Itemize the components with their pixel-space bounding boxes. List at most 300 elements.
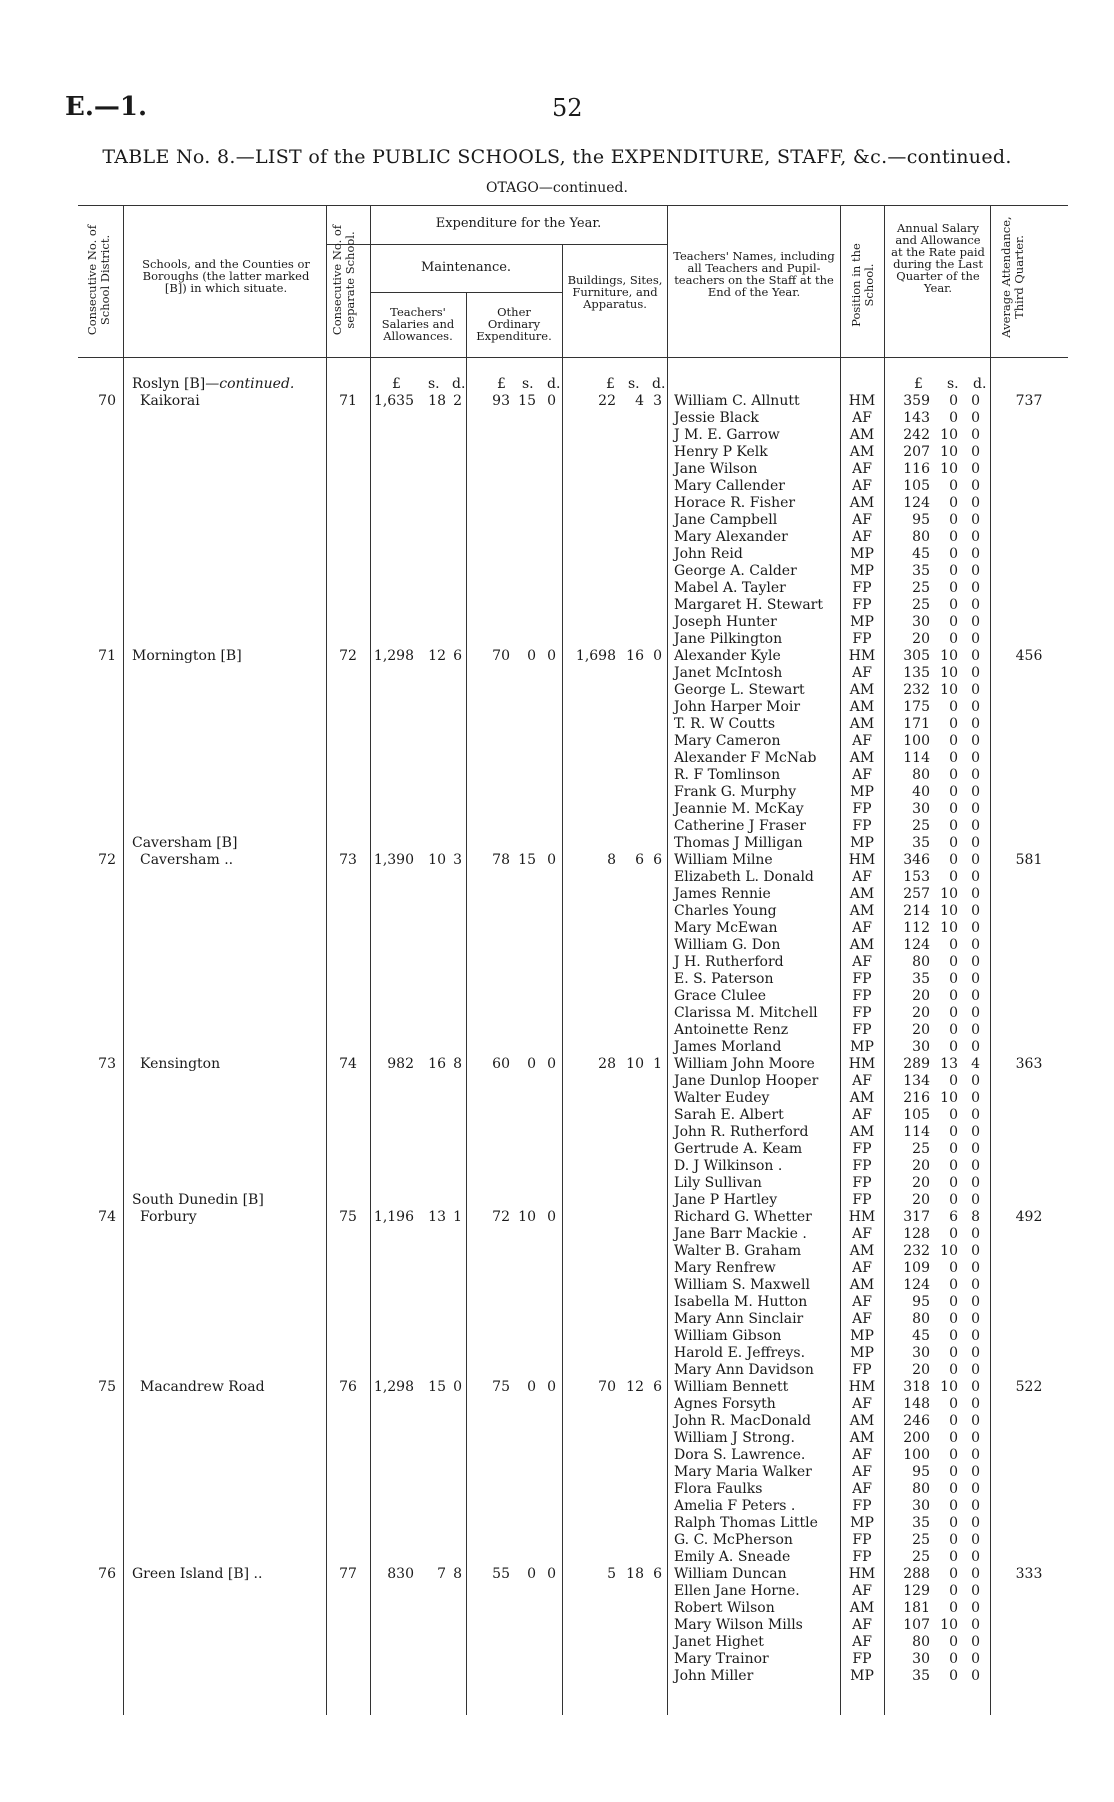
annual-salary-shillings: 0 xyxy=(949,971,958,987)
teacher-name: Ellen Jane Horne. xyxy=(674,1583,800,1599)
teacher-name: Mary McEwan xyxy=(674,920,778,936)
annual-salary-pence: 8 xyxy=(971,1209,980,1225)
teacher-position: AF xyxy=(852,1073,872,1089)
teacher-name: Alexander Kyle xyxy=(674,648,781,664)
annual-salary-pence: 0 xyxy=(971,903,980,919)
annual-salary-pence: 0 xyxy=(971,1311,980,1327)
annual-salary-shillings: 13 xyxy=(940,1056,958,1072)
teacher-name: Jane Barr Mackie . xyxy=(674,1226,807,1242)
annual-salary-shillings: 0 xyxy=(949,1294,958,1310)
teacher-position: AM xyxy=(849,682,875,698)
annual-salary-shillings: 0 xyxy=(949,1175,958,1191)
other-pence: 0 xyxy=(547,1056,556,1072)
teacher-position: MP xyxy=(850,1668,874,1684)
annual-salary-pence: 0 xyxy=(971,495,980,511)
annual-salary-pence: 0 xyxy=(971,478,980,494)
buildings-pounds: 70 xyxy=(598,1379,616,1395)
annual-salary-shillings: 0 xyxy=(949,529,958,545)
teacher-name: William Duncan xyxy=(674,1566,787,1582)
annual-salary-pounds: 359 xyxy=(903,393,930,409)
annual-salary-pence: 0 xyxy=(971,1294,980,1310)
teacher-name: William J Strong. xyxy=(674,1430,795,1446)
buildings-pence: 6 xyxy=(653,852,662,868)
annual-salary-pounds: 246 xyxy=(903,1413,930,1429)
annual-salary-pounds: 112 xyxy=(903,920,930,936)
teacher-position: MP xyxy=(850,835,874,851)
average-attendance: 333 xyxy=(1015,1566,1043,1582)
annual-salary-pounds: 20 xyxy=(912,631,930,647)
teacher-name: John Reid xyxy=(674,546,743,562)
annual-salary-shillings: 0 xyxy=(949,733,958,749)
teacher-name: Antoinette Renz xyxy=(674,1022,789,1038)
annual-salary-pence: 0 xyxy=(971,1158,980,1174)
annual-salary-pence: 0 xyxy=(971,1464,980,1480)
salaries-shillings: 7 xyxy=(437,1566,446,1582)
annual-salary-pence: 0 xyxy=(971,733,980,749)
annual-salary-pounds: 35 xyxy=(912,563,930,579)
teacher-position: AF xyxy=(852,478,872,494)
teacher-name: Horace R. Fisher xyxy=(674,495,796,511)
teacher-name: T. R. W Coutts xyxy=(674,716,776,732)
annual-salary-pounds: 20 xyxy=(912,1192,930,1208)
annual-salary-pounds: 171 xyxy=(903,716,930,732)
buildings-pounds: 5 xyxy=(607,1566,616,1582)
buildings-pence: 6 xyxy=(653,1379,662,1395)
annual-salary-shillings: 0 xyxy=(949,410,958,426)
annual-salary-pence: 0 xyxy=(971,1481,980,1497)
annual-salary-pounds: 35 xyxy=(912,1668,930,1684)
annual-salary-shillings: 0 xyxy=(949,835,958,851)
salaries-pence: 0 xyxy=(453,1379,462,1395)
teacher-position: AF xyxy=(852,1396,872,1412)
district-number: 72 xyxy=(98,852,116,868)
annual-salary-pounds: 109 xyxy=(903,1260,930,1276)
annual-salary-pounds: 80 xyxy=(912,529,930,545)
salaries-pounds: 1,298 xyxy=(373,1379,414,1395)
annual-salary-shillings: 0 xyxy=(949,750,958,766)
annual-salary-pounds: 105 xyxy=(903,1107,930,1123)
annual-salary-pence: 0 xyxy=(971,1583,980,1599)
annual-salary-pounds: 35 xyxy=(912,971,930,987)
annual-salary-pence: 0 xyxy=(971,1226,980,1242)
teacher-name: Janet McIntosh xyxy=(674,665,783,681)
annual-salary-pence: 0 xyxy=(971,614,980,630)
district-number: 75 xyxy=(98,1379,116,1395)
annual-salary-pounds: 114 xyxy=(903,1124,930,1140)
salaries-pounds: 830 xyxy=(387,1566,414,1582)
annual-salary-pence: 0 xyxy=(971,1566,980,1582)
teacher-position: FP xyxy=(852,1532,872,1548)
annual-salary-pounds: 35 xyxy=(912,835,930,851)
salaries-pence: 8 xyxy=(453,1566,462,1582)
annual-salary-pence: 0 xyxy=(971,869,980,885)
annual-salary-pounds: 100 xyxy=(903,733,930,749)
average-attendance: 737 xyxy=(1015,393,1043,409)
annual-salary-pence: 0 xyxy=(971,1141,980,1157)
annual-salary-shillings: 10 xyxy=(940,1617,958,1633)
salaries-pounds: 982 xyxy=(387,1056,414,1072)
salaries-shillings: 16 xyxy=(428,1056,446,1072)
annual-salary-pounds: 25 xyxy=(912,1532,930,1548)
annual-salary-pence: 0 xyxy=(971,886,980,902)
annual-salary-shillings: 0 xyxy=(949,393,958,409)
district-number: 70 xyxy=(98,393,116,409)
buildings-shillings: 16 xyxy=(626,648,644,664)
other-pence: 0 xyxy=(547,852,556,868)
annual-salary-shillings: 0 xyxy=(949,1566,958,1582)
district-number: 76 xyxy=(98,1566,116,1582)
annual-salary-pence: 0 xyxy=(971,767,980,783)
teacher-position: FP xyxy=(852,1005,872,1021)
annual-salary-shillings: 0 xyxy=(949,1634,958,1650)
unit-oth-pound: £ xyxy=(497,376,506,392)
annual-salary-shillings: 0 xyxy=(949,1498,958,1514)
annual-salary-pence: 0 xyxy=(971,1447,980,1463)
teacher-position: AF xyxy=(852,869,872,885)
annual-salary-pounds: 214 xyxy=(903,903,930,919)
annual-salary-shillings: 0 xyxy=(949,614,958,630)
other-pence: 0 xyxy=(547,1379,556,1395)
annual-salary-pounds: 317 xyxy=(903,1209,930,1225)
teacher-name: Jane Wilson xyxy=(674,461,758,477)
separate-school-number: 75 xyxy=(339,1209,357,1225)
annual-salary-shillings: 0 xyxy=(949,937,958,953)
annual-salary-pence: 0 xyxy=(971,1634,980,1650)
annual-salary-pence: 0 xyxy=(971,461,980,477)
annual-salary-shillings: 10 xyxy=(940,444,958,460)
annual-salary-pence: 0 xyxy=(971,784,980,800)
unit-oth-s: s. xyxy=(522,376,534,392)
annual-salary-shillings: 0 xyxy=(949,512,958,528)
annual-salary-pence: 0 xyxy=(971,1617,980,1633)
annual-salary-shillings: 0 xyxy=(949,1311,958,1327)
annual-salary-shillings: 0 xyxy=(949,818,958,834)
teacher-name: John Miller xyxy=(674,1668,754,1684)
annual-salary-pence: 0 xyxy=(971,1498,980,1514)
unit-ann-d: d. xyxy=(973,376,987,392)
annual-salary-shillings: 0 xyxy=(949,1005,958,1021)
teacher-name: William Bennett xyxy=(674,1379,789,1395)
annual-salary-shillings: 0 xyxy=(949,1515,958,1531)
annual-salary-pounds: 30 xyxy=(912,1039,930,1055)
teacher-name: E. S. Paterson xyxy=(674,971,774,987)
annual-salary-shillings: 0 xyxy=(949,1107,958,1123)
buildings-pence: 6 xyxy=(653,1566,662,1582)
annual-salary-pence: 0 xyxy=(971,1651,980,1667)
annual-salary-pence: 0 xyxy=(971,937,980,953)
annual-salary-shillings: 10 xyxy=(940,682,958,698)
annual-salary-pounds: 80 xyxy=(912,1634,930,1650)
annual-salary-pounds: 289 xyxy=(903,1056,930,1072)
annual-salary-pounds: 181 xyxy=(903,1600,930,1616)
teacher-name: Mary Callender xyxy=(674,478,785,494)
salaries-shillings: 12 xyxy=(428,648,446,664)
annual-salary-shillings: 6 xyxy=(949,1209,958,1225)
unit-sal-d: d. xyxy=(452,376,466,392)
teacher-position: AM xyxy=(849,1090,875,1106)
salaries-pounds: 1,298 xyxy=(373,648,414,664)
teacher-name: John Harper Moir xyxy=(674,699,801,715)
buildings-pence: 1 xyxy=(653,1056,662,1072)
separate-school-number: 73 xyxy=(339,852,357,868)
separate-school-number: 71 xyxy=(339,393,357,409)
page-number: 52 xyxy=(552,94,583,122)
unit-bld-pound: £ xyxy=(606,376,615,392)
annual-salary-pounds: 30 xyxy=(912,1651,930,1667)
annual-salary-pounds: 25 xyxy=(912,818,930,834)
annual-salary-pounds: 100 xyxy=(903,1447,930,1463)
teacher-position: AM xyxy=(849,750,875,766)
teacher-position: MP xyxy=(850,1515,874,1531)
teacher-position: FP xyxy=(852,1141,872,1157)
annual-salary-pence: 0 xyxy=(971,1413,980,1429)
annual-salary-pence: 0 xyxy=(971,920,980,936)
teacher-position: FP xyxy=(852,818,872,834)
unit-sal-pound: £ xyxy=(392,376,401,392)
teacher-name: Jane P Hartley xyxy=(674,1192,778,1208)
annual-salary-pounds: 153 xyxy=(903,869,930,885)
col-position: Position in the School. xyxy=(849,243,876,327)
teacher-position: AM xyxy=(849,1600,875,1616)
teacher-name: William John Moore xyxy=(674,1056,815,1072)
annual-salary-shillings: 0 xyxy=(949,869,958,885)
annual-salary-shillings: 0 xyxy=(949,1141,958,1157)
annual-salary-pence: 0 xyxy=(971,1073,980,1089)
teacher-name: Mary Wilson Mills xyxy=(674,1617,803,1633)
annual-salary-shillings: 0 xyxy=(949,1430,958,1446)
teacher-name: Elizabeth L. Donald xyxy=(674,869,814,885)
annual-salary-pence: 0 xyxy=(971,1668,980,1684)
salaries-pence: 6 xyxy=(453,648,462,664)
teacher-name: Jeannie M. McKay xyxy=(674,801,804,817)
annual-salary-pounds: 20 xyxy=(912,1175,930,1191)
annual-salary-pounds: 200 xyxy=(903,1430,930,1446)
annual-salary-pounds: 30 xyxy=(912,1498,930,1514)
teacher-name: George A. Calder xyxy=(674,563,797,579)
teacher-name: William Gibson xyxy=(674,1328,782,1344)
annual-salary-pence: 0 xyxy=(971,818,980,834)
teacher-position: AM xyxy=(849,1277,875,1293)
teacher-name: Amelia F Peters . xyxy=(674,1498,796,1514)
teacher-position: FP xyxy=(852,1022,872,1038)
annual-salary-shillings: 0 xyxy=(949,1396,958,1412)
teacher-position: FP xyxy=(852,631,872,647)
teacher-position: AF xyxy=(852,1464,872,1480)
annual-salary-pence: 0 xyxy=(971,1515,980,1531)
annual-salary-pounds: 134 xyxy=(903,1073,930,1089)
teacher-position: AF xyxy=(852,1294,872,1310)
teacher-name: Mary Trainor xyxy=(674,1651,769,1667)
annual-salary-pence: 0 xyxy=(971,1005,980,1021)
teacher-name: William S. Maxwell xyxy=(674,1277,810,1293)
col-school: Schools, and the Counties or Boroughs (the latter marked [B]) in which situate. xyxy=(142,257,310,295)
other-shillings: 0 xyxy=(527,1379,536,1395)
annual-salary-pence: 0 xyxy=(971,1192,980,1208)
salaries-shillings: 10 xyxy=(428,852,446,868)
other-shillings: 0 xyxy=(527,1566,536,1582)
other-pounds: 78 xyxy=(492,852,510,868)
annual-salary-shillings: 0 xyxy=(949,478,958,494)
annual-salary-shillings: 0 xyxy=(949,1277,958,1293)
unit-bld-d: d. xyxy=(652,376,666,392)
teacher-position: AF xyxy=(852,767,872,783)
other-pence: 0 xyxy=(547,648,556,664)
teacher-name: Catherine J Fraser xyxy=(674,818,806,834)
annual-salary-shillings: 0 xyxy=(949,1192,958,1208)
annual-salary-pence: 0 xyxy=(971,1532,980,1548)
annual-salary-pence: 0 xyxy=(971,1600,980,1616)
separate-school-number: 77 xyxy=(339,1566,357,1582)
teacher-name: James Morland xyxy=(674,1039,782,1055)
annual-salary-shillings: 0 xyxy=(949,784,958,800)
annual-salary-shillings: 0 xyxy=(949,1549,958,1565)
teacher-name: Jane Dunlop Hooper xyxy=(674,1073,819,1089)
buildings-shillings: 10 xyxy=(626,1056,644,1072)
teacher-position: FP xyxy=(852,580,872,596)
col-buildings: Buildings, Sites, Furniture, and Apparatus. xyxy=(567,273,663,311)
annual-salary-pounds: 129 xyxy=(903,1583,930,1599)
annual-salary-pence: 0 xyxy=(971,988,980,1004)
annual-salary-pence: 0 xyxy=(971,512,980,528)
annual-salary-pounds: 288 xyxy=(903,1566,930,1582)
unit-sal-s: s. xyxy=(428,376,440,392)
annual-salary-shillings: 0 xyxy=(949,495,958,511)
teacher-position: AF xyxy=(852,1583,872,1599)
annual-salary-pence: 0 xyxy=(971,546,980,562)
annual-salary-shillings: 0 xyxy=(949,546,958,562)
annual-salary-pence: 0 xyxy=(971,563,980,579)
teacher-position: FP xyxy=(852,1651,872,1667)
other-shillings: 0 xyxy=(527,1056,536,1072)
annual-salary-pounds: 20 xyxy=(912,988,930,1004)
district-number: 71 xyxy=(98,648,116,664)
annual-salary-pence: 0 xyxy=(971,529,980,545)
school-name: Forbury xyxy=(140,1209,197,1225)
annual-salary-pence: 0 xyxy=(971,410,980,426)
unit-bld-s: s. xyxy=(628,376,640,392)
teacher-position: MP xyxy=(850,1328,874,1344)
teacher-position: HM xyxy=(848,393,876,409)
annual-salary-pence: 0 xyxy=(971,699,980,715)
teacher-position: FP xyxy=(852,1498,872,1514)
annual-salary-pounds: 135 xyxy=(903,665,930,681)
annual-salary-pounds: 128 xyxy=(903,1226,930,1242)
teacher-position: AF xyxy=(852,1226,872,1242)
teacher-position: AM xyxy=(849,716,875,732)
annual-salary-shillings: 0 xyxy=(949,1651,958,1667)
teacher-position: AF xyxy=(852,920,872,936)
annual-salary-pence: 0 xyxy=(971,682,980,698)
teacher-name: Mabel A. Tayler xyxy=(674,580,786,596)
other-pounds: 60 xyxy=(492,1056,510,1072)
teacher-name: Richard G. Whetter xyxy=(674,1209,812,1225)
average-attendance: 363 xyxy=(1015,1056,1043,1072)
page-code: E.—1. xyxy=(65,92,148,122)
annual-salary-pounds: 30 xyxy=(912,1345,930,1361)
teacher-position: MP xyxy=(850,784,874,800)
annual-salary-pence: 0 xyxy=(971,852,980,868)
separate-school-number: 74 xyxy=(339,1056,357,1072)
annual-salary-pence: 0 xyxy=(971,1430,980,1446)
teacher-position: FP xyxy=(852,597,872,613)
annual-salary-pounds: 124 xyxy=(903,495,930,511)
annual-salary-shillings: 0 xyxy=(949,580,958,596)
annual-salary-shillings: 10 xyxy=(940,1243,958,1259)
salaries-pence: 2 xyxy=(453,393,462,409)
annual-salary-shillings: 0 xyxy=(949,699,958,715)
teacher-name: Margaret H. Stewart xyxy=(674,597,823,613)
col-maintenance: Maintenance. xyxy=(420,260,512,275)
other-shillings: 0 xyxy=(527,648,536,664)
annual-salary-pounds: 232 xyxy=(903,682,930,698)
annual-salary-shillings: 0 xyxy=(949,716,958,732)
buildings-pounds: 8 xyxy=(607,852,616,868)
teacher-position: HM xyxy=(848,1056,876,1072)
annual-salary-pounds: 95 xyxy=(912,1464,930,1480)
annual-salary-shillings: 10 xyxy=(940,665,958,681)
annual-salary-shillings: 10 xyxy=(940,648,958,664)
teacher-name: Agnes Forsyth xyxy=(674,1396,776,1412)
buildings-pence: 0 xyxy=(653,648,662,664)
teacher-position: AM xyxy=(849,427,875,443)
teacher-position: MP xyxy=(850,1039,874,1055)
teacher-name: Mary Cameron xyxy=(674,733,781,749)
other-pence: 0 xyxy=(547,1566,556,1582)
teacher-name: Janet Highet xyxy=(674,1634,764,1650)
school-name: Green Island [B] .. xyxy=(132,1566,263,1582)
teacher-name: William G. Don xyxy=(674,937,781,953)
buildings-pence: 3 xyxy=(653,393,662,409)
col-other: Other Ordinary Expenditure. xyxy=(476,305,552,343)
teacher-position: AF xyxy=(852,461,872,477)
teacher-name: William Milne xyxy=(674,852,773,868)
annual-salary-pence: 0 xyxy=(971,1175,980,1191)
annual-salary-pence: 0 xyxy=(971,631,980,647)
annual-salary-pence: 0 xyxy=(971,1277,980,1293)
annual-salary-pounds: 318 xyxy=(903,1379,930,1395)
annual-salary-shillings: 0 xyxy=(949,767,958,783)
annual-salary-shillings: 10 xyxy=(940,1379,958,1395)
teacher-name: Thomas J Milligan xyxy=(674,835,803,851)
annual-salary-pounds: 124 xyxy=(903,1277,930,1293)
teacher-position: MP xyxy=(850,614,874,630)
teacher-name: Sarah E. Albert xyxy=(674,1107,784,1123)
teacher-name: John R. MacDonald xyxy=(674,1413,811,1429)
annual-salary-shillings: 0 xyxy=(949,631,958,647)
annual-salary-pence: 0 xyxy=(971,1345,980,1361)
other-pounds: 72 xyxy=(492,1209,510,1225)
teacher-name: Joseph Hunter xyxy=(674,614,777,630)
teacher-position: HM xyxy=(848,852,876,868)
teacher-name: Harold E. Jeffreys. xyxy=(674,1345,806,1361)
school-name: Caversham .. xyxy=(140,852,234,868)
teacher-position: AM xyxy=(849,903,875,919)
school-district-note: Roslyn [B]—continued. xyxy=(132,376,295,392)
teacher-position: AM xyxy=(849,1413,875,1429)
school-district-note: Caversham [B] xyxy=(132,835,238,851)
teacher-name: Jessie Black xyxy=(674,410,759,426)
annual-salary-pounds: 305 xyxy=(903,648,930,664)
annual-salary-pence: 4 xyxy=(971,1056,980,1072)
teacher-name: Robert Wilson xyxy=(674,1600,775,1616)
annual-salary-pounds: 95 xyxy=(912,512,930,528)
teacher-position: AF xyxy=(852,1617,872,1633)
annual-salary-shillings: 10 xyxy=(940,886,958,902)
teacher-name: Mary Ann Davidson xyxy=(674,1362,814,1378)
other-pounds: 55 xyxy=(492,1566,510,1582)
other-shillings: 10 xyxy=(518,1209,536,1225)
teacher-position: FP xyxy=(852,988,872,1004)
